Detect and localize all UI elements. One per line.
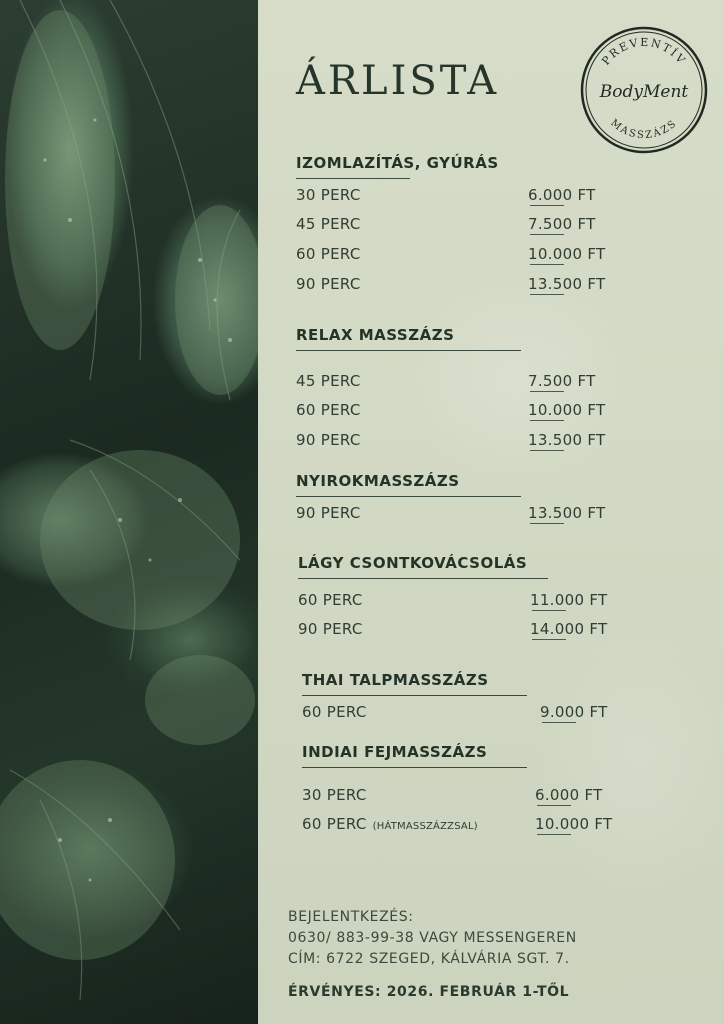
price-underline — [530, 264, 564, 265]
price-label: 14.000 FT — [530, 620, 608, 638]
logo-script-text: BodyMent — [599, 82, 689, 102]
duration-label — [302, 703, 367, 721]
duration-text: 30 PERC — [296, 186, 361, 204]
section-title: RELAX MASSZÁZS — [296, 326, 455, 344]
price-label: 13.500 FT — [528, 431, 606, 449]
price-underline — [532, 639, 566, 640]
price-underline — [530, 391, 564, 392]
booking-label: BEJELENTKEZÉS: — [288, 909, 414, 925]
price-underline — [530, 205, 564, 206]
duration-label — [296, 275, 361, 293]
address-line: CÍM: 6722 SZEGED, KÁLVÁRIA SGT. 7. — [288, 951, 570, 967]
price-underline — [542, 722, 576, 723]
section-divider — [298, 578, 548, 579]
bodyment-logo — [576, 22, 712, 158]
duration-text: 60 PERC — [296, 401, 361, 419]
leaf-photo-panel — [0, 0, 258, 1024]
section-divider — [296, 178, 410, 179]
duration-text: 90 PERC — [296, 275, 361, 293]
duration-text: 90 PERC — [296, 431, 361, 449]
phone-line: 0630/ 883-99-38 VAGY MESSENGEREN — [288, 930, 577, 946]
duration-label — [296, 215, 361, 233]
duration-label — [298, 620, 363, 638]
price-underline — [537, 805, 571, 806]
section-divider — [296, 496, 521, 497]
price-underline — [532, 610, 566, 611]
duration-label — [296, 372, 361, 390]
duration-label — [302, 815, 478, 833]
page-title: ÁRLISTA — [296, 58, 500, 104]
duration-text: 60 PERC — [302, 815, 367, 833]
duration-label — [296, 401, 361, 419]
price-label: 6.000 FT — [528, 186, 596, 204]
price-label: 7.500 FT — [528, 372, 596, 390]
section-divider — [296, 350, 521, 351]
price-label: 6.000 FT — [535, 786, 603, 804]
section-title: LÁGY CSONTKOVÁCSOLÁS — [298, 554, 528, 572]
duration-label — [296, 504, 361, 522]
price-underline — [530, 450, 564, 451]
price-label: 10.000 FT — [528, 401, 606, 419]
price-underline — [530, 234, 564, 235]
duration-note: (HÁTMASSZÁZZSAL) — [372, 821, 478, 832]
svg-text:MASSZÁZS — [608, 118, 679, 142]
duration-text: 90 PERC — [296, 504, 361, 522]
duration-text: 60 PERC — [298, 591, 363, 609]
price-label: 13.500 FT — [528, 275, 606, 293]
price-label: 11.000 FT — [530, 591, 608, 609]
duration-label — [296, 431, 361, 449]
duration-label — [296, 245, 361, 263]
logo-bottom-text: MASSZÁZS — [608, 117, 680, 142]
validity-notice: ÉRVÉNYES: 2026. FEBRUÁR 1-TŐL — [288, 984, 570, 1000]
section-title: THAI TALPMASSZÁZS — [302, 671, 489, 689]
price-underline — [537, 834, 571, 835]
duration-text: 60 PERC — [296, 245, 361, 263]
price-underline — [530, 294, 564, 295]
section-title: INDIAI FEJMASSZÁZS — [302, 743, 488, 761]
duration-text: 45 PERC — [296, 215, 361, 233]
price-label: 13.500 FT — [528, 504, 606, 522]
price-label: 10.000 FT — [535, 815, 613, 833]
price-underline — [530, 523, 564, 524]
price-label: 10.000 FT — [528, 245, 606, 263]
duration-text: 90 PERC — [298, 620, 363, 638]
duration-label — [298, 591, 363, 609]
duration-text: 30 PERC — [302, 786, 367, 804]
duration-text: 45 PERC — [296, 372, 361, 390]
logo-top-text: PREVENTÍV — [599, 35, 689, 68]
section-title: NYIROKMASSZÁZS — [296, 472, 460, 490]
duration-label — [296, 186, 361, 204]
duration-text: 60 PERC — [302, 703, 367, 721]
price-list-panel — [258, 0, 724, 1024]
duration-label — [302, 786, 367, 804]
price-underline — [530, 420, 564, 421]
leaf-illustration — [0, 0, 258, 1024]
section-divider — [302, 695, 527, 696]
price-label: 9.000 FT — [540, 703, 608, 721]
section-divider — [302, 767, 527, 768]
price-label: 7.500 FT — [528, 215, 596, 233]
section-title: IZOMLAZÍTÁS, GYÚRÁS — [296, 154, 499, 172]
